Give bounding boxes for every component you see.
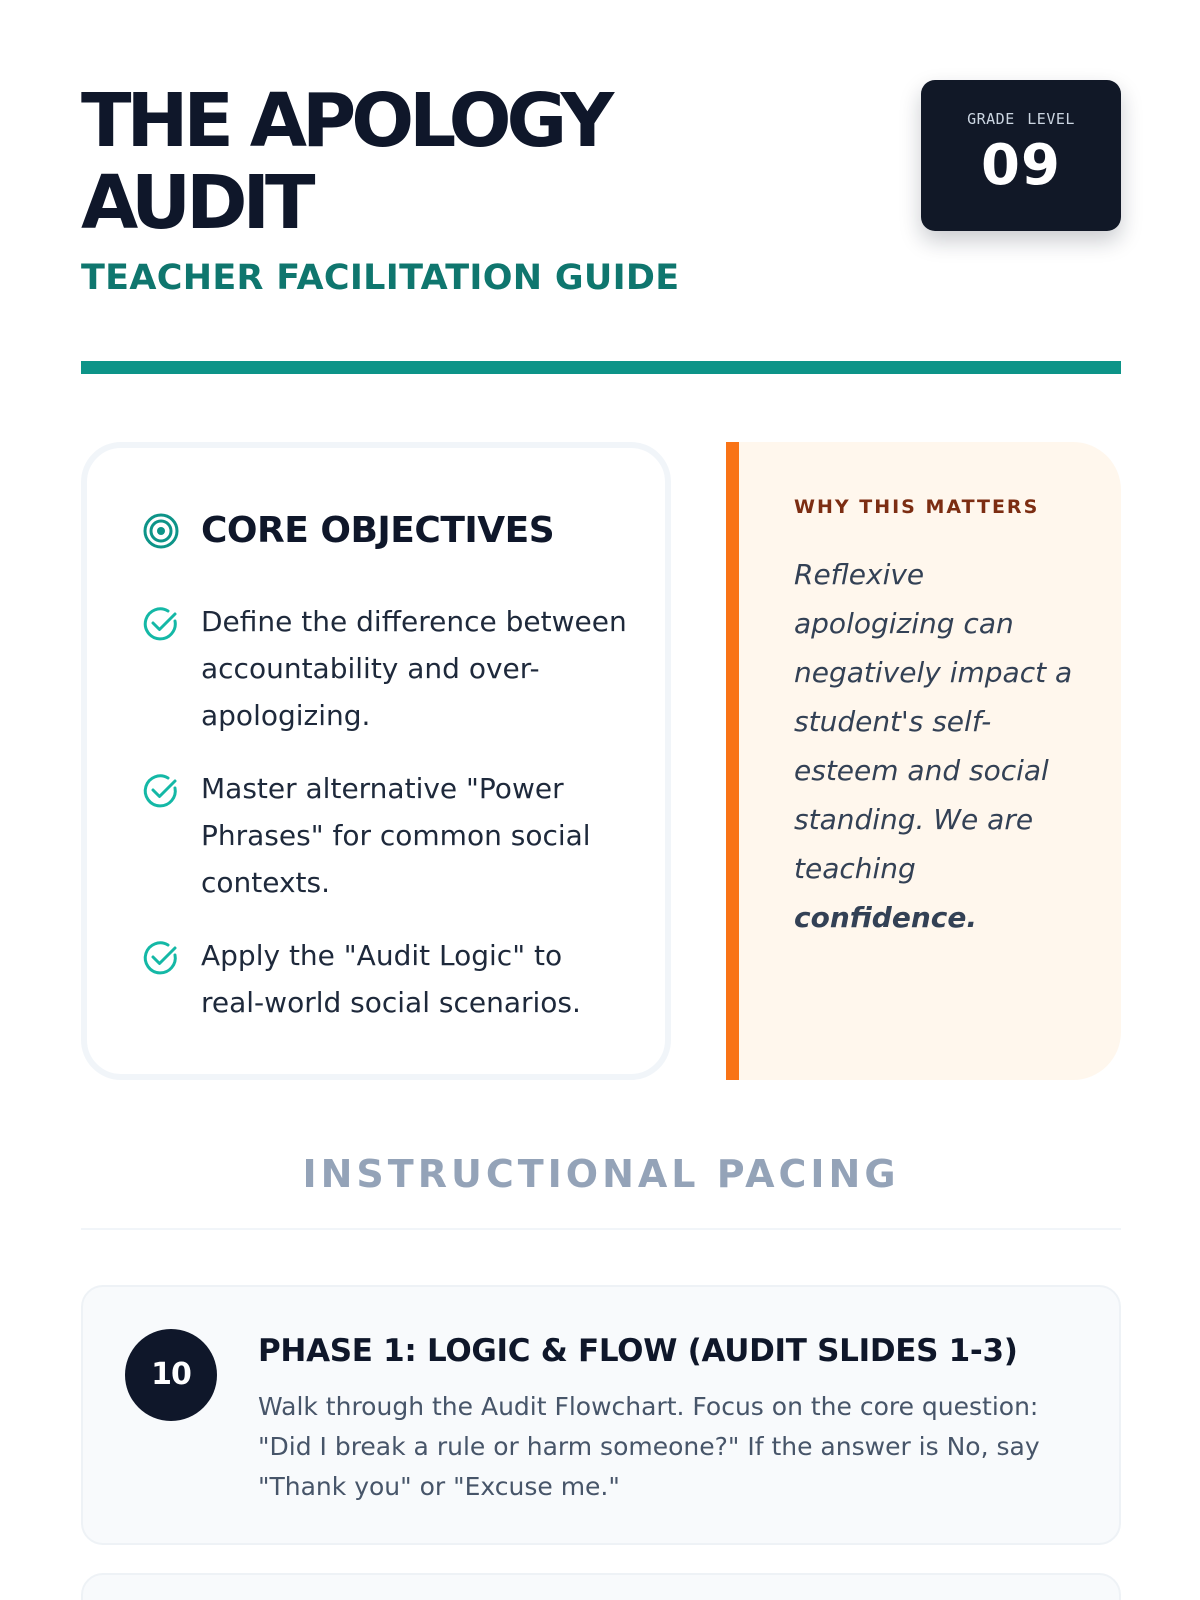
objective-text: Master alternative "Power Phrases" for common social contexts.	[201, 772, 591, 899]
phase-card-next	[81, 1573, 1121, 1600]
objective-item	[141, 598, 631, 739]
phase-title: PHASE 1: LOGIC & FLOW (AUDIT SLIDES 1-3)	[258, 1333, 1018, 1369]
page-subtitle: TEACHER FACILITATION GUIDE	[81, 258, 680, 298]
grade-level-label: GRADE LEVEL	[967, 110, 1075, 128]
core-objectives-header	[141, 510, 554, 551]
objective-text: Define the difference between accountability and over-apologizing.	[201, 605, 627, 732]
check-circle-icon	[141, 771, 181, 811]
phase-minutes-badge: 10	[125, 1329, 217, 1421]
instructional-pacing-heading: INSTRUCTIONAL PACING	[302, 1152, 900, 1196]
objectives-list	[141, 598, 631, 1052]
core-objectives-title: CORE OBJECTIVES	[201, 510, 555, 551]
objective-item	[141, 932, 631, 1026]
pacing-divider	[81, 1228, 1121, 1230]
phase-card	[81, 1285, 1121, 1545]
phase-description: Walk through the Audit Flowchart. Focus on the core question: "Did I break a rule or harm someone?" If the answer is No, say "Thank you" or "Excuse me."	[258, 1392, 1040, 1501]
grade-level-value: 09	[981, 133, 1061, 198]
why-this-matters-emphasis: confidence.	[794, 901, 977, 934]
header-divider	[81, 361, 1121, 374]
objective-text: Apply the "Audit Logic" to real-world social scenarios.	[201, 939, 581, 1019]
grade-level-badge	[921, 80, 1121, 231]
objective-item	[141, 765, 631, 906]
target-icon	[141, 511, 181, 551]
core-objectives-card	[81, 442, 671, 1080]
why-this-matters-text	[794, 550, 1084, 942]
why-this-matters-label: WHY THIS MATTERS	[794, 496, 1040, 518]
check-circle-icon	[141, 604, 181, 644]
page-header	[81, 80, 1121, 380]
why-this-matters-card	[726, 442, 1121, 1080]
page-title: THE APOLOGY AUDIT	[81, 78, 610, 246]
check-circle-icon	[141, 938, 181, 978]
why-this-matters-body: Reflexive apologizing can negatively impact a student's self-esteem and social standing. We are teaching	[794, 558, 1073, 885]
